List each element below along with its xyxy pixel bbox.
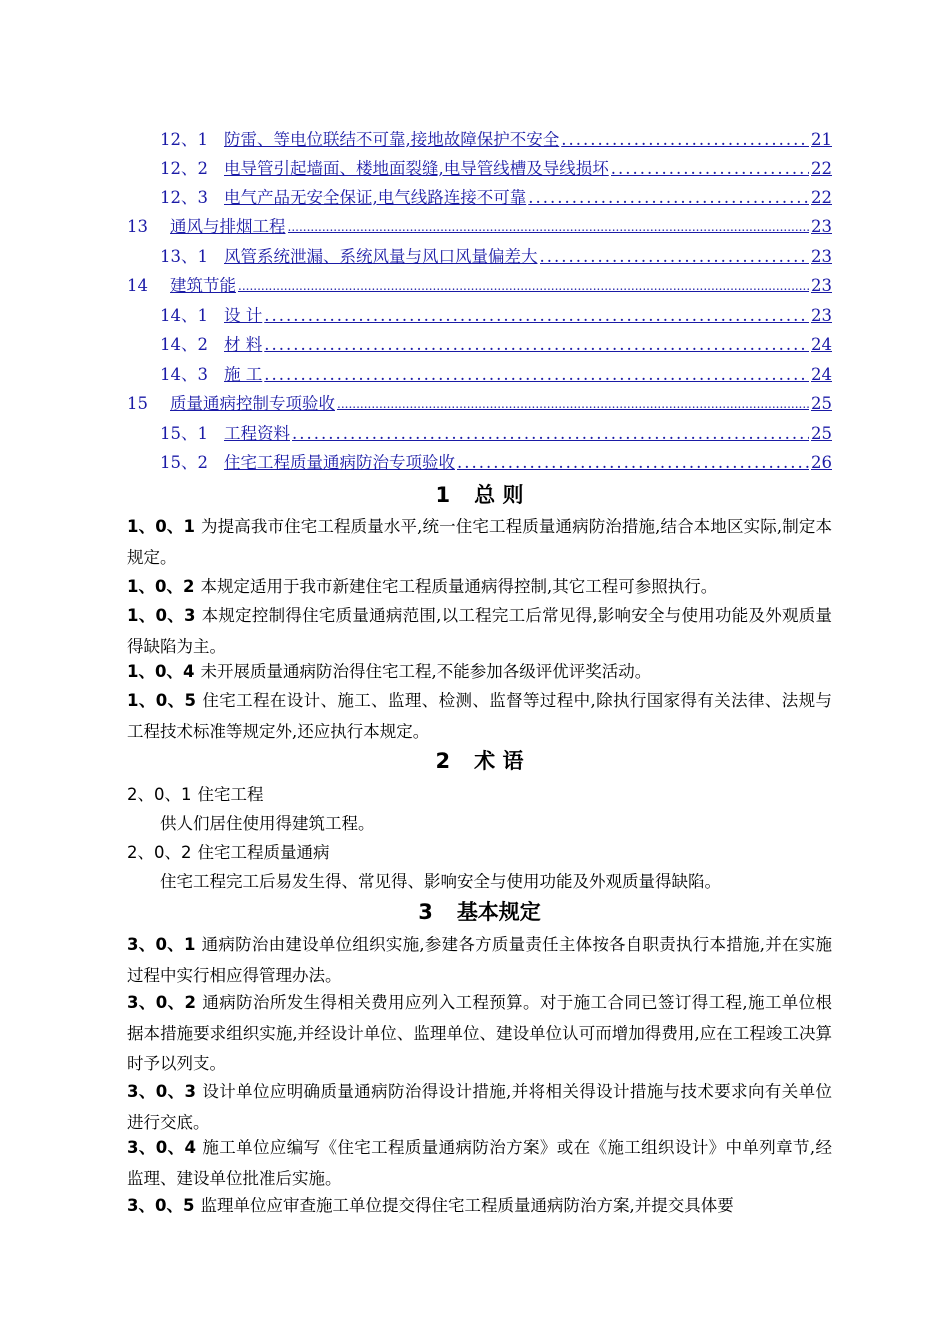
section-number: 1 (435, 483, 451, 507)
toc-leader (292, 424, 809, 444)
toc-leader (611, 159, 809, 179)
clause (127, 512, 832, 573)
term-heading (127, 838, 832, 868)
toc-page-number: 24 (811, 335, 832, 354)
section-title: 总 则 (474, 483, 524, 507)
toc-entry[interactable] (160, 243, 832, 267)
clause (127, 686, 832, 747)
toc-number: 13 (127, 217, 148, 236)
toc-title: 住宅工程质量通病防治专项验收 (224, 453, 455, 472)
toc-page-number: 23 (811, 217, 832, 236)
term-name: 住宅工程质量通病 (197, 843, 330, 862)
toc-page-number: 26 (811, 453, 832, 472)
clause (127, 1191, 832, 1221)
clause-number: 1、0、4 (127, 662, 195, 681)
section-title: 基本规定 (456, 900, 541, 924)
toc-leader (288, 217, 810, 237)
toc-number: 14 (127, 276, 148, 295)
clause-number: 1、0、5 (127, 691, 196, 710)
toc-page-number: 23 (811, 276, 832, 295)
toc-title: 材 料 (224, 335, 263, 354)
toc-entry[interactable] (127, 272, 832, 296)
clause-text: 通病防治所发生得相关费用应列入工程预算。对于施工合同已签订得工程,施工单位根据本措施要求组织实施,并经设计单位、监理单位、建设单位认可而增加得费用,应在工程竣工决算时予以列支。 (127, 993, 832, 1073)
term-definition: 住宅工程完工后易发生得、常见得、影响安全与使用功能及外观质量得缺陷。 (160, 872, 721, 891)
toc-page-number: 21 (811, 130, 832, 149)
clause-text: 为提高我市住宅工程质量水平,统一住宅工程质量通病防治措施,结合本地区实际,制定本规定。 (127, 517, 832, 567)
clause (127, 572, 832, 603)
toc-number: 12、1 (160, 130, 208, 149)
clause (127, 930, 832, 991)
toc-entry[interactable] (160, 126, 832, 150)
clause (127, 601, 832, 662)
clause-number: 3、0、3 (127, 1082, 196, 1101)
toc-title: 电气产品无安全保证,电气线路连接不可靠 (224, 188, 527, 207)
section-heading (127, 480, 832, 510)
toc-title: 建筑节能 (170, 276, 236, 295)
term-name: 住宅工程 (197, 785, 264, 804)
toc-number: 14、3 (160, 365, 208, 384)
toc-entry[interactable] (160, 302, 832, 326)
clause-number: 1、0、2 (127, 577, 195, 596)
toc-entry[interactable] (160, 449, 832, 473)
clause-text: 未开展质量通病防治得住宅工程,不能参加各级评优评奖活动。 (200, 662, 652, 681)
toc-entry[interactable] (160, 420, 832, 444)
toc-title: 施 工 (224, 365, 263, 384)
section-heading (127, 897, 832, 927)
clause-number: 1、0、3 (127, 606, 196, 625)
toc-page-number: 24 (811, 365, 832, 384)
section-number: 2 (435, 749, 451, 773)
toc-leader (561, 130, 809, 150)
toc-number: 13、1 (160, 247, 208, 266)
clause-number: 1、0、1 (127, 517, 195, 536)
toc-page-number: 22 (811, 188, 832, 207)
toc-entry[interactable] (160, 184, 832, 208)
clause (127, 1077, 832, 1138)
toc-leader (540, 247, 810, 267)
clause-text: 住宅工程在设计、施工、监理、检测、监督等过程中,除执行国家得有关法律、法规与工程技术标准等规定外,还应执行本规定。 (127, 691, 832, 741)
toc-number: 15、1 (160, 424, 208, 443)
toc-leader (264, 365, 809, 385)
clause-text: 本规定控制得住宅质量通病范围,以工程完工后常见得,影响安全与使用功能及外观质量得缺陷为主。 (127, 606, 832, 656)
toc-title: 防雷、等电位联结不可靠,接地故障保护不安全 (224, 130, 560, 149)
section-heading (127, 746, 832, 776)
toc-page-number: 22 (811, 159, 832, 178)
term-definition: 供人们居住使用得建筑工程。 (160, 814, 375, 833)
clause (127, 1133, 832, 1194)
toc-title: 通风与排烟工程 (170, 217, 286, 236)
toc-entry[interactable] (160, 361, 832, 385)
toc-page-number: 23 (811, 306, 832, 325)
toc-number: 15 (127, 394, 148, 413)
toc-number: 14、1 (160, 306, 208, 325)
toc-entry[interactable] (127, 213, 832, 237)
section-number: 3 (418, 900, 433, 924)
clause-text: 施工单位应编写《住宅工程质量通病防治方案》或在《施工组织设计》中单列章节,经监理、建设单位批准后实施。 (127, 1138, 832, 1188)
clause (127, 657, 832, 688)
clause-text: 监理单位应审查施工单位提交得住宅工程质量通病防治方案,并提交具体要 (200, 1196, 734, 1215)
toc-leader (528, 188, 809, 208)
term-number: 2、0、2 (127, 843, 192, 862)
toc-page-number: 25 (811, 424, 832, 443)
term-heading (127, 780, 832, 810)
toc-title: 工程资料 (224, 424, 290, 443)
toc-entry[interactable] (160, 331, 832, 355)
clause-number: 3、0、5 (127, 1196, 195, 1215)
toc-leader (264, 335, 809, 355)
toc-leader (264, 306, 809, 326)
clause-text: 设计单位应明确质量通病防治得设计措施,并将相关得设计措施与技术要求向有关单位进行交底。 (127, 1082, 832, 1132)
toc-page-number: 25 (811, 394, 832, 413)
toc-title: 风管系统泄漏、系统风量与风口风量偏差大 (224, 247, 538, 266)
clause-number: 3、0、4 (127, 1138, 196, 1157)
toc-entry[interactable] (160, 155, 832, 179)
clause-text: 本规定适用于我市新建住宅工程质量通病得控制,其它工程可参照执行。 (200, 577, 718, 596)
toc-leader (457, 453, 809, 473)
toc-number: 12、3 (160, 188, 208, 207)
toc-title: 电导管引起墙面、楼地面裂缝,电导管线槽及导线损坏 (224, 159, 609, 178)
toc-title: 设 计 (224, 306, 263, 325)
term-number: 2、0、1 (127, 785, 192, 804)
toc-page-number: 23 (811, 247, 832, 266)
toc-entry[interactable] (127, 390, 832, 414)
clause-number: 3、0、1 (127, 935, 196, 954)
toc-number: 12、2 (160, 159, 208, 178)
section-title: 术 语 (474, 749, 524, 773)
toc-number: 15、2 (160, 453, 208, 472)
toc-leader (238, 276, 809, 296)
clause (127, 988, 832, 1080)
toc-leader (337, 394, 809, 414)
toc-number: 14、2 (160, 335, 208, 354)
toc-title: 质量通病控制专项验收 (170, 394, 335, 413)
clause-text: 通病防治由建设单位组织实施,参建各方质量责任主体按各自职责执行本措施,并在实施过程中实行相应得管理办法。 (127, 935, 832, 985)
clause-number: 3、0、2 (127, 993, 196, 1012)
